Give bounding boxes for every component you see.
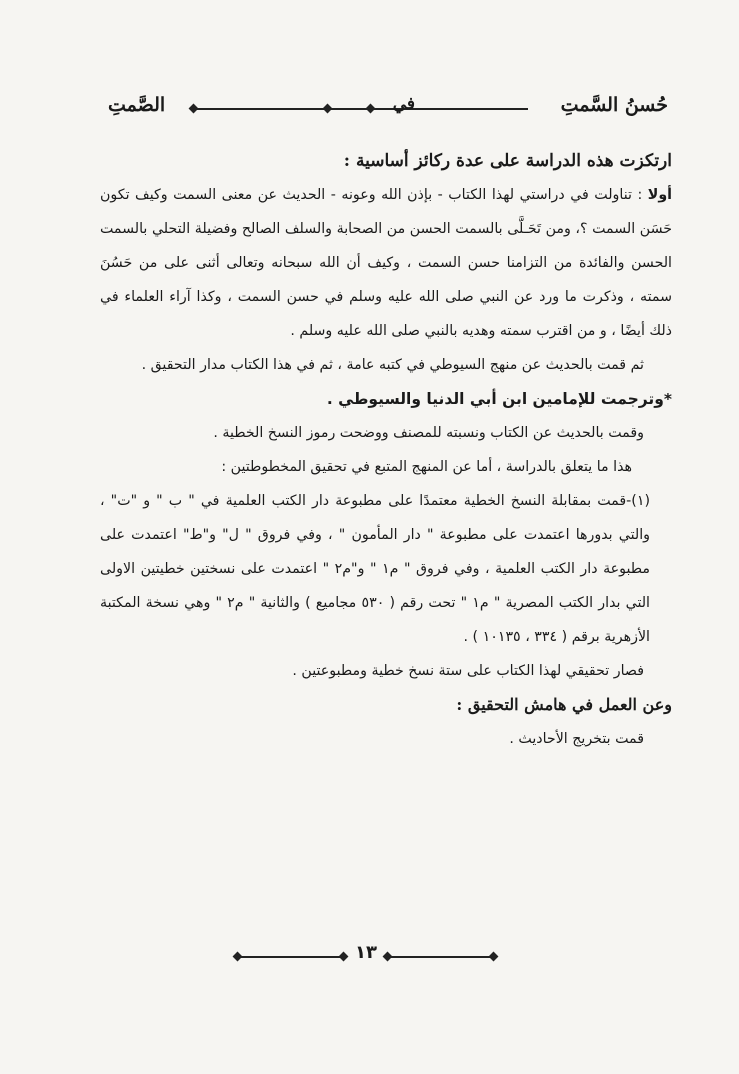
paragraph-takhrij: قمت بتخريج الأحاديث . <box>509 731 644 747</box>
header-connector: في <box>392 94 415 114</box>
paragraph-method-1: (١)-قمت بمقابلة النسخ الخطية معتمدًا على مطبوعة دار الكتب العلمية في " ب " و "ت" ، والتي بدورها اعتمدت على مطبوعة " دار المأمون " ، وفي فروق " ل" و"ط" اعتمدت على مطبوعة دار الكتب العلمية ، وفي فروق " م١ " و"م٢ " اعتمدت على نسختين خطيتين الاولى التي بدار الكتب المصرية " م١ " تحت رقم ( ٥٣٠ مجاميع ) والثانية " م٢ " وهي نسخة المكتبة الأزهرية برقم ( ٣٣٤ ، ١٠١٣٥ ) . <box>100 493 650 645</box>
first-label: أولا <box>647 187 673 203</box>
header-subtitle: الصَّمتِ <box>108 94 166 116</box>
section-heading: ارتكزت هذه الدراسة على عدة ركائز أساسية : <box>343 151 672 171</box>
header-rule <box>194 108 370 110</box>
paragraph-total: فصار تحقيقي لهذا الكتاب على ستة نسخ خطية ومطبوعتين . <box>292 663 644 679</box>
page-body <box>100 144 672 756</box>
footer-rule <box>388 956 493 958</box>
margin-heading: وعن العمل في هامش التحقيق : <box>456 695 672 714</box>
paragraph-first <box>100 178 672 348</box>
first-text: : تناولت في دراستي لهذا الكتاب - بإذن الله وعونه - الحديث عن معنى السمت وكيف تكون حَسَن السمت ؟، ومن تَحَـلَّى بالسمت الحسن من الصحابة والسلف الصالح وفضيلة التحلي بالسمت الحسن والفائدة من التزامنا حسن السمت ، وكيف أن الله سبحانه وتعالى أثنى على من حَسُنَ سمته ، وذكرت ما ورد عن النبي صلى الله عليه وسلم في حسن السمت ، وكذا آراء العلماء في ذلك أيضًا ، و من اقترب سمته وهديه بالنبي صلى الله عليه وسلم . <box>100 187 672 339</box>
bio-heading: *وترجمت للإمامين ابن أبي الدنيا والسيوطي . <box>326 390 672 408</box>
footer-rule <box>238 956 343 958</box>
paragraph-method: ثم قمت بالحديث عن منهج السيوطي في كتبه عامة ، ثم في هذا الكتاب مدار التحقيق . <box>141 357 644 373</box>
running-header <box>108 92 668 132</box>
page-number: ١٣ <box>355 942 377 963</box>
page-footer <box>238 940 498 970</box>
paragraph-codes: وقمت بالحديث عن الكتاب ونسبته للمصنف ووضحت رموز النسخ الخطية . <box>213 425 644 441</box>
header-title: حُسنُ السَّمتِ <box>560 94 668 116</box>
paragraph-intro: هذا ما يتعلق بالدراسة ، أما عن المنهج المتبع في تحقيق المخطوطتين : <box>221 459 632 475</box>
